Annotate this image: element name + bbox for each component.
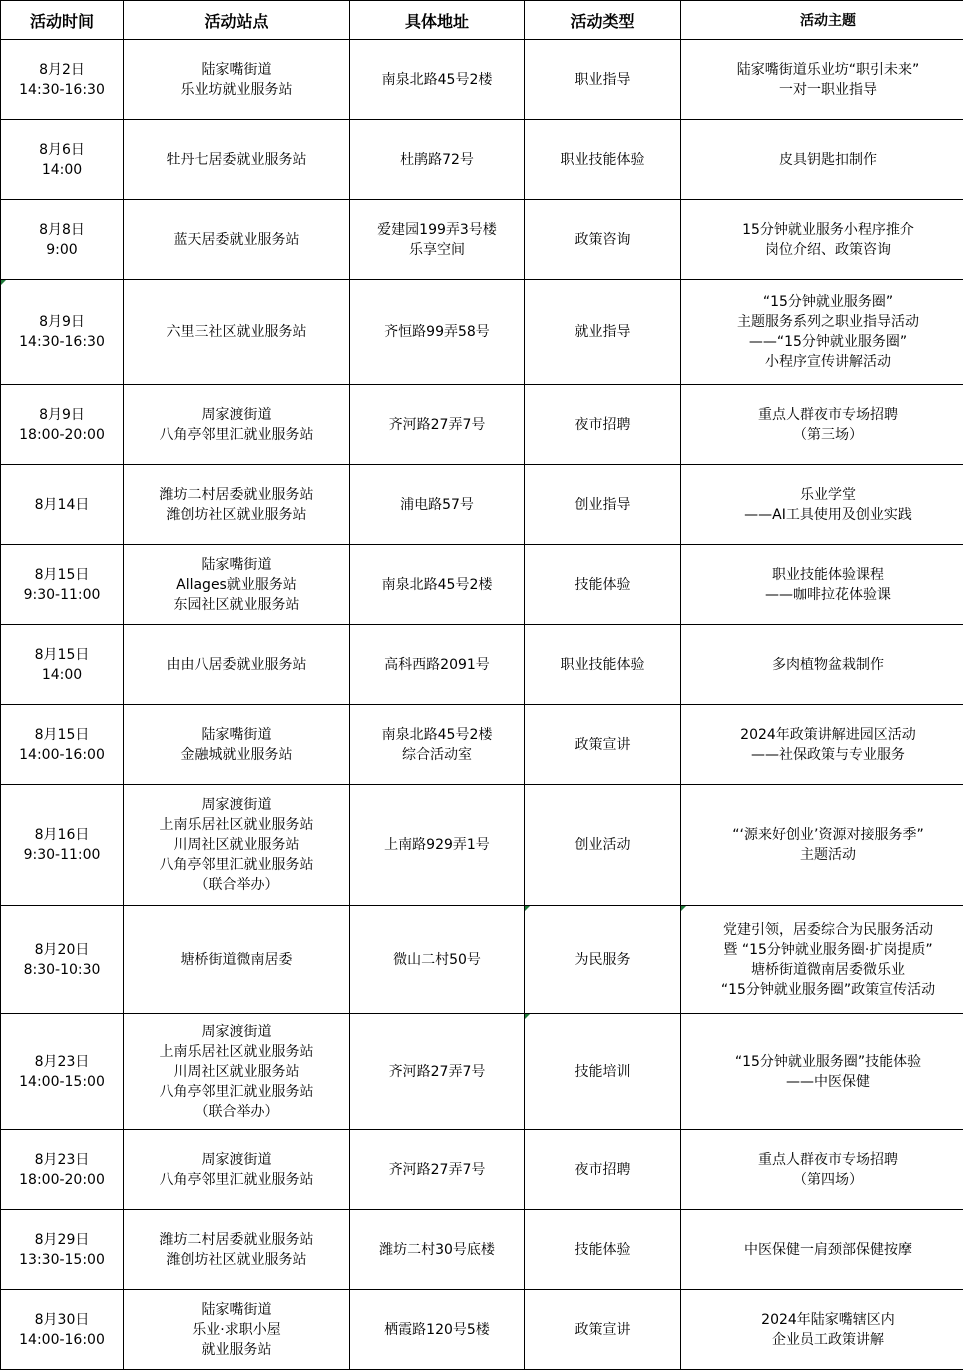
cell-time: 8月9日 14:30-16:30 [1,280,124,385]
cell-type: 创业指导 [525,465,681,545]
table-row [1,545,963,625]
table-row [1,385,963,465]
cell-site: 塘桥街道微南居委 [124,906,350,1014]
cell-theme: 2024年政策讲解进园区活动 ——社保政策与专业服务 [681,705,963,785]
cell-address: 南泉北路45号2楼 [350,40,525,120]
table-row [1,906,963,1014]
cell-address: 齐河路27弄7号 [350,385,525,465]
cell-theme: 重点人群夜市专场招聘 （第三场） [681,385,963,465]
cell-theme: 陆家嘴街道乐业坊“职引未来” 一对一职业指导 [681,40,963,120]
header-row [1,1,963,40]
cell-theme: 党建引领，居委综合为民服务活动 暨 “15分钟就业服务圈·扩岗提质” 塘桥街道微南居委微乐业 “15分钟就业服务圈”政策宣传活动 [681,906,963,1014]
table-row [1,625,963,705]
cell-time: 8月23日 18:00-20:00 [1,1130,124,1210]
cell-theme: 多肉植物盆栽制作 [681,625,963,705]
table-row [1,705,963,785]
table-row [1,40,963,120]
header-address: 具体地址 [350,1,525,40]
cell-time: 8月9日 18:00-20:00 [1,385,124,465]
cell-site: 陆家嘴街道 Allages就业服务站 东园社区就业服务站 [124,545,350,625]
cell-site: 陆家嘴街道 乐业坊就业服务站 [124,40,350,120]
cell-time: 8月14日 [1,465,124,545]
cell-type: 技能体验 [525,545,681,625]
table-row [1,120,963,200]
cell-site: 牡丹七居委就业服务站 [124,120,350,200]
cell-time: 8月23日 14:00-15:00 [1,1014,124,1130]
cell-type: 职业指导 [525,40,681,120]
cell-time: 8月8日 9:00 [1,200,124,280]
cell-address: 栖霞路120号5楼 [350,1290,525,1370]
cell-theme: 2024年陆家嘴辖区内 企业员工政策讲解 [681,1290,963,1370]
table-row [1,200,963,280]
cell-time: 8月16日 9:30-11:00 [1,785,124,906]
cell-theme: “‘源来好创业’资源对接服务季” 主题活动 [681,785,963,906]
cell-address: 南泉北路45号2楼 综合活动室 [350,705,525,785]
cell-type: 政策宣讲 [525,705,681,785]
header-type: 活动类型 [525,1,681,40]
cell-site: 六里三社区就业服务站 [124,280,350,385]
table-row [1,280,963,385]
cell-time: 8月15日 14:00 [1,625,124,705]
table-row [1,785,963,906]
cell-address: 南泉北路45号2楼 [350,545,525,625]
cell-address: 微山二村50号 [350,906,525,1014]
cell-site: 潍坊二村居委就业服务站 潍创坊社区就业服务站 [124,465,350,545]
cell-site: 陆家嘴街道 乐业·求职小屋 就业服务站 [124,1290,350,1370]
cell-type: 技能培训 [525,1014,681,1130]
cell-theme: “15分钟就业服务圈”技能体验 ——中医保健 [681,1014,963,1130]
cell-theme: 中医保健一肩颈部保健按摩 [681,1210,963,1290]
cell-site: 周家渡街道 八角亭邻里汇就业服务站 [124,385,350,465]
cell-time: 8月20日 8:30-10:30 [1,906,124,1014]
cell-time: 8月2日 14:30-16:30 [1,40,124,120]
header-theme: 活动主题 [681,1,963,40]
cell-address: 齐河路27弄7号 [350,1014,525,1130]
cell-address: 杜鹃路72号 [350,120,525,200]
cell-type: 政策咨询 [525,200,681,280]
cell-site: 由由八居委就业服务站 [124,625,350,705]
table-row [1,465,963,545]
cell-type: 技能体验 [525,1210,681,1290]
cell-time: 8月29日 13:30-15:00 [1,1210,124,1290]
cell-theme: 15分钟就业服务小程序推介 岗位介绍、政策咨询 [681,200,963,280]
cell-address: 齐河路27弄7号 [350,1130,525,1210]
cell-type: 夜市招聘 [525,385,681,465]
cell-site: 周家渡街道 上南乐居社区就业服务站 川周社区就业服务站 八角亭邻里汇就业服务站 （联合举办） [124,1014,350,1130]
cell-site: 周家渡街道 八角亭邻里汇就业服务站 [124,1130,350,1210]
cell-address: 浦电路57号 [350,465,525,545]
cell-site: 陆家嘴街道 金融城就业服务站 [124,705,350,785]
cell-type: 夜市招聘 [525,1130,681,1210]
cell-theme: 职业技能体验课程 ——咖啡拉花体验课 [681,545,963,625]
cell-theme: 重点人群夜市专场招聘 （第四场） [681,1130,963,1210]
table-row [1,1290,963,1370]
cell-time: 8月6日 14:00 [1,120,124,200]
cell-address: 爱建园199弄3号楼 乐享空间 [350,200,525,280]
cell-theme: “15分钟就业服务圈” 主题服务系列之职业指导活动 ——“15分钟就业服务圈” 小程序宣传讲解活动 [681,280,963,385]
cell-type: 创业活动 [525,785,681,906]
cell-address: 齐恒路99弄58号 [350,280,525,385]
cell-time: 8月15日 9:30-11:00 [1,545,124,625]
cell-type: 为民服务 [525,906,681,1014]
cell-theme: 皮具钥匙扣制作 [681,120,963,200]
cell-address: 潍坊二村30号底楼 [350,1210,525,1290]
cell-theme: 乐业学堂 ——AI工具使用及创业实践 [681,465,963,545]
cell-site: 潍坊二村居委就业服务站 潍创坊社区就业服务站 [124,1210,350,1290]
cell-type: 政策宣讲 [525,1290,681,1370]
table-row [1,1210,963,1290]
cell-time: 8月15日 14:00-16:00 [1,705,124,785]
header-site: 活动站点 [124,1,350,40]
table-row [1,1014,963,1130]
cell-type: 职业技能体验 [525,625,681,705]
header-time: 活动时间 [1,1,124,40]
table-row [1,1130,963,1210]
cell-address: 高科西路2091号 [350,625,525,705]
cell-type: 就业指导 [525,280,681,385]
cell-address: 上南路929弄1号 [350,785,525,906]
cell-type: 职业技能体验 [525,120,681,200]
cell-time: 8月30日 14:00-16:00 [1,1290,124,1370]
cell-site: 蓝天居委就业服务站 [124,200,350,280]
cell-site: 周家渡街道 上南乐居社区就业服务站 川周社区就业服务站 八角亭邻里汇就业服务站 （联合举办） [124,785,350,906]
